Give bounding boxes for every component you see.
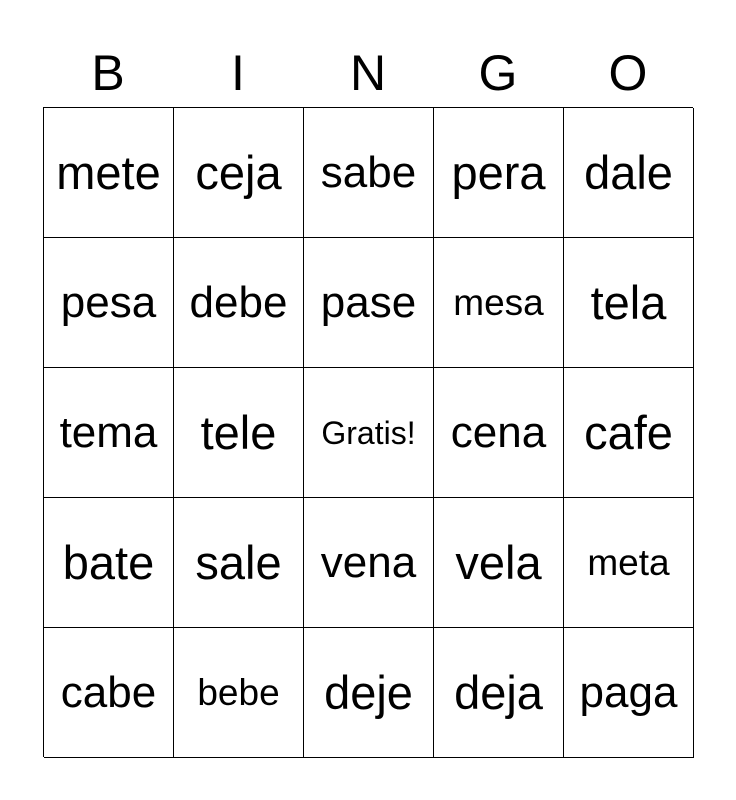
header-letter-n: N [349, 45, 387, 101]
bingo-cell[interactable]: deje [304, 628, 434, 758]
bingo-cell[interactable]: vena [304, 498, 434, 628]
bingo-board [43, 107, 693, 757]
bingo-cell[interactable]: deja [434, 628, 564, 758]
bingo-cell[interactable]: meta [564, 498, 694, 628]
bingo-cell[interactable]: pesa [44, 238, 174, 368]
bingo-cell[interactable]: cafe [564, 368, 694, 498]
header-letter-o: O [608, 45, 648, 101]
bingo-header [43, 40, 693, 106]
bingo-cell[interactable]: pera [434, 108, 564, 238]
bingo-cell[interactable]: tela [564, 238, 694, 368]
bingo-cell[interactable]: pase [304, 238, 434, 368]
bingo-cell[interactable]: sabe [304, 108, 434, 238]
header-letter-b: B [91, 45, 125, 101]
bingo-cell[interactable]: debe [174, 238, 304, 368]
header-letter-g: G [478, 45, 518, 101]
bingo-cell[interactable]: cena [434, 368, 564, 498]
bingo-cell[interactable]: tele [174, 368, 304, 498]
bingo-cell[interactable]: mete [44, 108, 174, 238]
bingo-cell[interactable]: sale [174, 498, 304, 628]
header-letter-i: I [231, 45, 245, 101]
bingo-cell[interactable]: bebe [174, 628, 304, 758]
bingo-cell[interactable]: ceja [174, 108, 304, 238]
bingo-cell[interactable]: dale [564, 108, 694, 238]
bingo-cell[interactable]: vela [434, 498, 564, 628]
bingo-cell[interactable]: paga [564, 628, 694, 758]
free-space-cell[interactable]: Gratis! [304, 368, 434, 498]
bingo-cell[interactable]: tema [44, 368, 174, 498]
bingo-cell[interactable]: mesa [434, 238, 564, 368]
bingo-cell[interactable]: bate [44, 498, 174, 628]
bingo-cell[interactable]: cabe [44, 628, 174, 758]
